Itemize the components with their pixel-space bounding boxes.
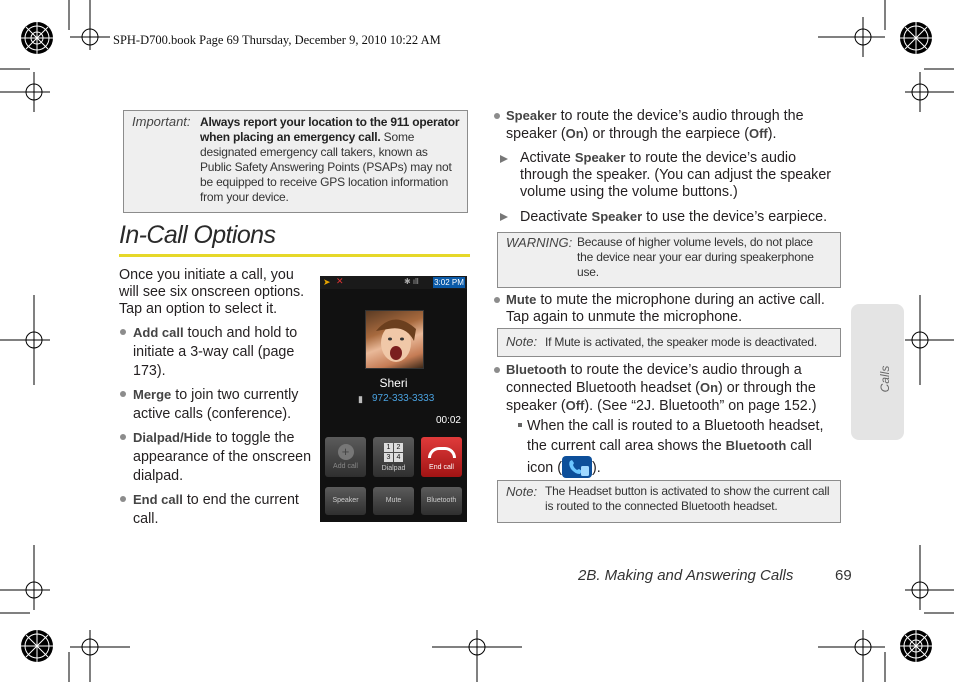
dialpad-digit: 4 [394, 453, 403, 462]
missed-call-icon: ✕ [336, 276, 344, 286]
phone-handset-icon [562, 456, 592, 478]
note-text: The Headset button is activated to show the current call is routed to the connected Bluetooth headset. [545, 484, 830, 513]
sub-text: Deactivate [520, 209, 592, 225]
dialpad-digit: 1 [384, 443, 393, 452]
dialpad-button[interactable] [373, 437, 414, 477]
speaker-on: On [565, 126, 584, 141]
bullet-dot [494, 367, 500, 373]
add-call-icon: + [338, 444, 354, 460]
desc-merge: to join two currently active calls (conference). [133, 387, 299, 422]
phone-screenshot [320, 276, 467, 522]
note-box-mute [497, 328, 841, 357]
hang-up-icon [428, 447, 456, 458]
speaker-text: to route the device’s audio through the speaker ( [506, 108, 804, 142]
page-number: 69 [835, 567, 852, 584]
bullet-dot [494, 297, 500, 303]
term-speaker: Speaker [506, 108, 557, 123]
phone-type-icon: ▮ [358, 394, 363, 404]
speaker-sub-activate [520, 149, 840, 201]
sub-text: call icon ( [527, 438, 812, 476]
crosshair-mark [0, 72, 50, 112]
status-bar [320, 276, 467, 289]
crosshair-mark [70, 630, 130, 682]
speaker-item [506, 107, 836, 143]
dialpad-digit: 3 [384, 453, 393, 462]
bullet-dot [120, 329, 126, 335]
bluetooth-off: Off [565, 398, 585, 413]
call-timer: 00:02 [435, 415, 461, 426]
crosshair-mark [905, 72, 954, 112]
desc-add-call: touch and hold to initiate a 3-way call (page 173). [133, 325, 298, 379]
add-call-button[interactable] [325, 437, 366, 477]
bluetooth-text: ). (See “2J. Bluetooth” on page 152.) [584, 398, 817, 414]
bluetooth-button[interactable] [421, 487, 462, 515]
crosshair-mark [818, 17, 885, 57]
title-rule [119, 254, 470, 257]
note-label: Note: [506, 334, 538, 349]
caller-photo [365, 310, 424, 369]
term-speaker: Speaker [574, 150, 626, 165]
bluetooth-item [506, 361, 836, 415]
list-item-merge [133, 385, 311, 424]
speaker-label: Speaker [332, 497, 359, 504]
bullet-dot [494, 113, 500, 119]
mute-item [506, 291, 841, 326]
bluetooth-label: Bluetooth [426, 497, 457, 504]
term-mute: Mute [506, 292, 537, 307]
sub-text: to use the device’s earpiece. [642, 209, 828, 225]
warning-text: Because of higher volume levels, do not place the device near your ear during speakerphone use. [577, 235, 814, 279]
important-bold-text: Always report your location to the 911 operator when placing an emergency call. [200, 115, 460, 144]
section-title: In-Call Options [119, 221, 276, 249]
bluetooth-text: ) or through the speaker ( [506, 380, 816, 414]
warning-label: WARNING: [506, 235, 573, 250]
arrow-bullet [500, 155, 508, 163]
sunburst-mark [900, 630, 932, 662]
bluetooth-sub [527, 417, 832, 478]
crosshair-mark [0, 545, 50, 610]
desc-dialpad: to toggle the appearance of the onscreen dialpad. [133, 430, 312, 484]
caller-face [366, 311, 423, 368]
mute-text: to mute the microphone during an active call. Tap again to unmute the microphone. [506, 292, 825, 325]
sub-text: When the call is routed to a Bluetooth headset, the current call area shows the [527, 418, 824, 454]
note-label: Note: [506, 484, 538, 499]
intro-paragraph: Once you initiate a call, you will see six onscreen options. Tap an option to select it. [119, 267, 305, 317]
side-tab-label: Calls [878, 365, 892, 393]
mute-label: Mute [385, 497, 402, 504]
crosshair-mark [905, 545, 954, 610]
end-call-label: End call [429, 464, 454, 471]
speaker-text: ). [767, 126, 777, 142]
dialpad-icon [384, 443, 403, 462]
bluetooth-on: On [699, 380, 719, 395]
bluetooth-text: to route the device’s audio through a connected Bluetooth headset ( [506, 362, 802, 396]
warning-box [497, 232, 841, 288]
speaker-button[interactable] [325, 487, 366, 515]
important-box [123, 110, 468, 213]
term-bluetooth: Bluetooth [506, 362, 567, 377]
list-item-dialpad [133, 428, 315, 486]
important-text [200, 115, 462, 205]
caller-number: 972-333-3333 [372, 393, 435, 404]
bullet-dot [120, 434, 126, 440]
crosshair-mark [905, 295, 954, 385]
caller-name: Sheri [379, 376, 408, 390]
important-label: Important: [132, 114, 191, 129]
bullet-dot [120, 496, 126, 502]
sunburst-mark [21, 630, 53, 662]
add-call-label: Add call [333, 463, 358, 470]
status-time: 3:02 PM [434, 278, 464, 287]
list-item-add-call [133, 323, 311, 381]
bluetooth-call-icon [562, 456, 592, 478]
term-bluetooth: Bluetooth [725, 438, 787, 453]
footer-section: 2B. Making and Answering Calls [578, 567, 794, 584]
term-end-call: End call [133, 492, 183, 507]
book-info-header: SPH-D700.book Page 69 Thursday, December 9, 2010 10:22 AM [113, 33, 441, 47]
crosshair-mark [432, 630, 522, 682]
speaker-off: Off [748, 126, 768, 141]
term-dialpad: Dialpad/Hide [133, 430, 212, 445]
sunburst-mark [21, 22, 53, 54]
side-tab [851, 304, 904, 440]
term-speaker: Speaker [591, 209, 643, 224]
signal-icon: ✱ ıll [404, 277, 419, 286]
important-body-text: Some designated emergency call takers, known as Public Safety Answering Points (PSAPs) may not be equipped to receive GPS location information from your device. [200, 130, 452, 204]
sub-text: Activate [520, 150, 575, 166]
note-text: If Mute is activated, the speaker mode is deactivated. [545, 335, 818, 349]
sunburst-mark [900, 22, 932, 54]
speaker-sub-deactivate [520, 208, 840, 226]
sub-text: ). [591, 460, 601, 476]
note-box-headset [497, 480, 841, 523]
arrow-bullet [500, 213, 508, 221]
dialpad-digit: 2 [394, 443, 403, 452]
end-call-button[interactable] [421, 437, 462, 477]
notification-icon: ➤ [323, 277, 331, 287]
square-bullet [518, 423, 522, 427]
term-merge: Merge [133, 387, 172, 402]
sub-text: to route the device’s audio through the speaker. (You can adjust the speaker volume using the volume buttons.) [520, 150, 832, 200]
term-add-call: Add call [133, 325, 184, 340]
mute-button[interactable] [373, 487, 414, 515]
list-item-end-call [133, 490, 311, 529]
desc-end-call: to end the current call. [133, 492, 299, 527]
bullet-dot [120, 391, 126, 397]
crosshair-mark [818, 630, 885, 682]
speaker-text: ) or through the earpiece ( [583, 126, 749, 142]
crosshair-mark [70, 0, 110, 50]
crosshair-mark [0, 295, 50, 385]
dialpad-label: Dialpad [381, 465, 406, 472]
